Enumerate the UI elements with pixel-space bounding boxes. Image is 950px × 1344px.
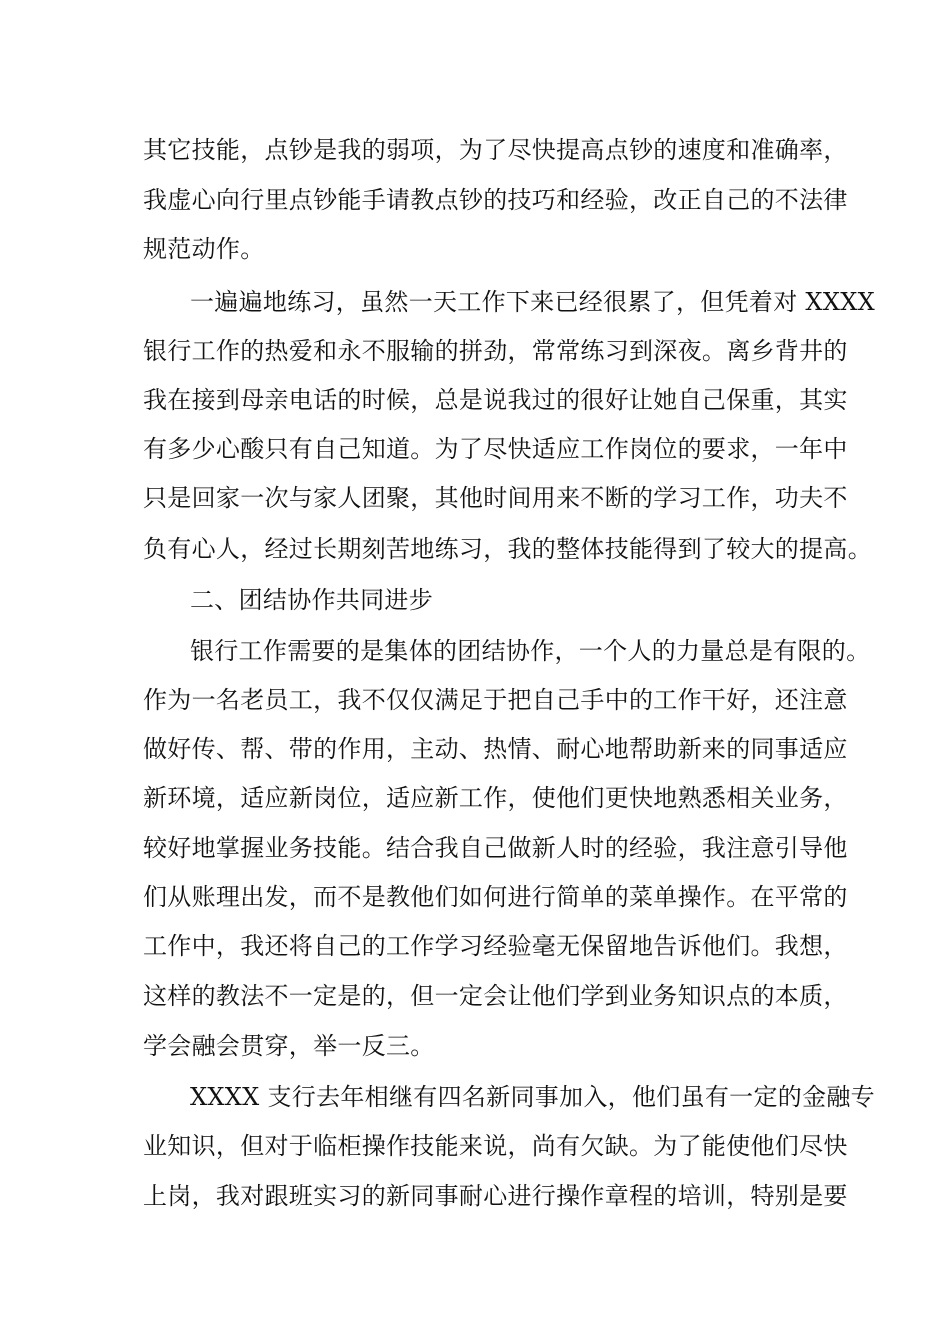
paragraph-line: XXXX 支行去年相继有四名新同事加入，他们虽有一定的金融专 <box>190 1083 875 1111</box>
paragraph-line: 负有心人，经过长期刻苦地练习，我的整体技能得到了较大的提高。 <box>143 535 872 563</box>
paragraph-line: 只是回家一次与家人团聚，其他时间用来不断的学习工作，功夫不 <box>143 484 848 512</box>
paragraph-line: 工作中，我还将自己的工作学习经验毫无保留地告诉他们。我想， <box>143 932 848 960</box>
paragraph-line: 较好地掌握业务技能。结合我自己做新人时的经验，我注意引导他 <box>143 834 848 862</box>
section-heading: 二、团结协作共同进步 <box>190 586 433 614</box>
paragraph-line: 银行工作需要的是集体的团结协作，一个人的力量总是有限的。 <box>190 637 871 665</box>
paragraph-line: 一遍遍地练习，虽然一天工作下来已经很累了，但凭着对 XXXX <box>190 288 875 316</box>
paragraph-line: 我在接到母亲电话的时候，总是说我过的很好让她自己保重，其实 <box>143 386 848 414</box>
paragraph-line: 学会融会贯穿，举一反三。 <box>143 1032 435 1060</box>
paragraph-line: 银行工作的热爱和永不服输的拼劲，常常练习到深夜。离乡背井的 <box>143 337 848 365</box>
paragraph-line: 其它技能，点钞是我的弱项，为了尽快提高点钞的速度和准确率， <box>143 136 848 164</box>
paragraph-line: 有多少心酸只有自己知道。为了尽快适应工作岗位的要求，一年中 <box>143 435 848 463</box>
paragraph-line: 上岗，我对跟班实习的新同事耐心进行操作章程的培训，特别是要 <box>143 1182 848 1210</box>
paragraph-line: 做好传、帮、带的作用，主动、热情、耐心地帮助新来的同事适应 <box>143 735 848 763</box>
paragraph-line: 这样的教法不一定是的，但一定会让他们学到业务知识点的本质， <box>143 982 848 1010</box>
paragraph-line: 规范动作。 <box>143 235 265 263</box>
paragraph-line: 新环境，适应新岗位，适应新工作，使他们更快地熟悉相关业务， <box>143 784 848 812</box>
paragraph-line: 们从账理出发，而不是教他们如何进行简单的菜单操作。在平常的 <box>143 883 848 911</box>
paragraph-line: 我虚心向行里点钞能手请教点钞的技巧和经验，改正自己的不法律 <box>143 186 848 214</box>
paragraph-line: 作为一名老员工，我不仅仅满足于把自己手中的工作干好，还注意 <box>143 686 848 714</box>
paragraph-line: 业知识，但对于临柜操作技能来说，尚有欠缺。为了能使他们尽快 <box>143 1132 848 1160</box>
